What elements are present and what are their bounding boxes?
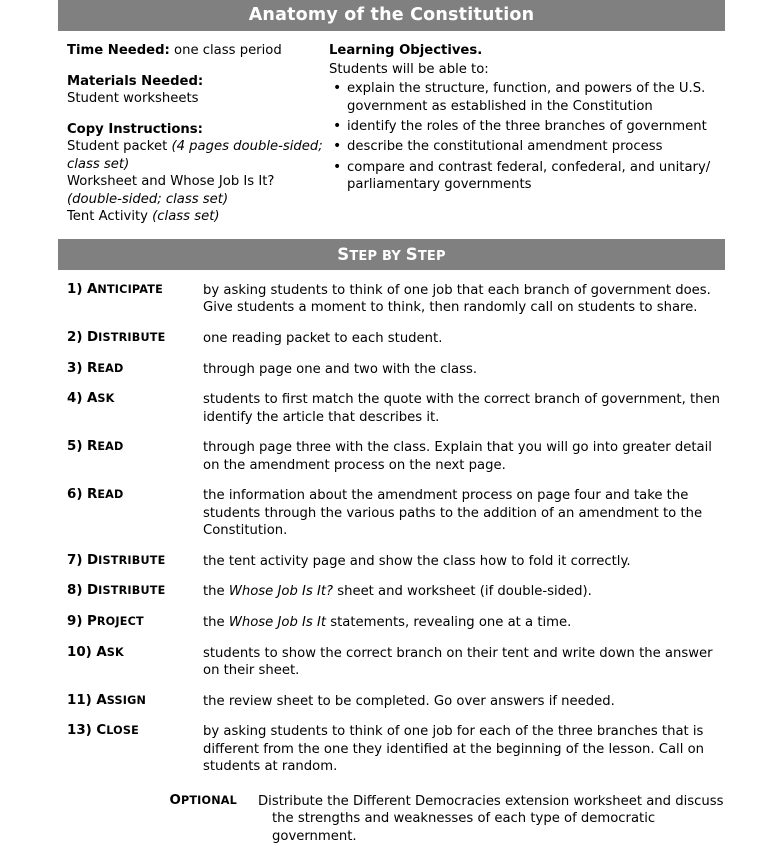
- step-word-remainder: ISTRIBUTE: [98, 584, 166, 598]
- step-number: 6): [67, 487, 83, 503]
- step-word-initial: R: [87, 360, 98, 376]
- step-row: [58, 614, 725, 632]
- step-number: 5): [67, 439, 83, 455]
- step-word-initial: A: [96, 644, 107, 660]
- step-body: one reading packet to each student.: [203, 331, 443, 347]
- step-body: students to show the correct branch on their tent and write down the answer on their sheet.: [203, 645, 713, 679]
- step-word-remainder: EAD: [97, 361, 124, 375]
- worksheet-page: [58, 0, 725, 846]
- page-title-bar: [58, 0, 725, 31]
- step-number: 1): [67, 281, 83, 297]
- copy-item-note: (4 pages double-sided; class set): [67, 139, 323, 172]
- step-number: 3): [67, 360, 83, 376]
- step-word-remainder: SSIGN: [106, 693, 147, 707]
- list-item: • describe the constitutional amendment process: [329, 138, 725, 155]
- step-row: [58, 487, 725, 540]
- step-by-step-bar: [58, 239, 725, 270]
- step-word-initial: A: [87, 281, 98, 297]
- learning-objectives-subheading: Students will be able to:: [329, 61, 489, 77]
- overview-right-column: [328, 42, 725, 239]
- step-row: [58, 645, 725, 680]
- step-word-remainder: ISTRIBUTE: [98, 331, 166, 345]
- copy-item-text: Student packet: [67, 139, 172, 155]
- step-body: through page one and two with the class.: [203, 361, 478, 377]
- copy-item-text: Tent Activity: [67, 209, 153, 225]
- copy-instruction-item: [67, 138, 328, 173]
- step-body: the review sheet to be completed. Go over answers if needed.: [203, 693, 615, 709]
- step-row: [58, 282, 725, 317]
- step-body-post: sheet and worksheet (if double-sided).: [333, 584, 592, 600]
- step-body-pre: the: [203, 615, 229, 631]
- step-row: [58, 439, 725, 474]
- optional-body-line1: Distribute the Different Democracies extension worksheet and discuss: [258, 793, 724, 809]
- copy-item-note: (double-sided; class set): [67, 191, 229, 207]
- list-item: • compare and contrast federal, confederal, and unitary/ parliamentary governments: [329, 159, 725, 194]
- overview-left-column: [58, 42, 328, 239]
- materials-needed-label: Materials Needed:: [67, 73, 204, 89]
- step-number: 13): [67, 723, 92, 739]
- step-label: [58, 553, 203, 571]
- copy-item-text: Worksheet and Whose Job Is It?: [67, 174, 275, 190]
- step-number: 4): [67, 391, 83, 407]
- step-word-initial: R: [87, 487, 98, 503]
- copy-instruction-item: [67, 173, 328, 208]
- step-label: [58, 361, 203, 379]
- step-body: by asking students to think of one job that each branch of government does. Give students a moment to think, then randomly call on students to share.: [203, 282, 711, 316]
- step-number: 7): [67, 552, 83, 568]
- step-number: 8): [67, 583, 83, 599]
- optional-body-line2: the strengths and weaknesses of each type of democratic government.: [272, 811, 656, 844]
- steps-list: [58, 282, 725, 846]
- step-body-post: statements, revealing one at a time.: [326, 615, 572, 631]
- step-label: [58, 282, 203, 317]
- step-row: [58, 553, 725, 571]
- step-by-step-tep1: TEP: [349, 248, 378, 264]
- step-row: [58, 330, 725, 348]
- step-body: the tent activity page and show the class how to fold it correctly.: [203, 553, 631, 569]
- step-number: 10): [67, 644, 92, 660]
- step-label: [58, 693, 203, 711]
- overview-section: [58, 42, 725, 239]
- optional-word-remainder: PTIONAL: [180, 793, 237, 807]
- step-word-initial: C: [96, 723, 107, 739]
- learning-objectives-heading: Learning Objectives.: [329, 43, 483, 58]
- step-number: 2): [67, 330, 83, 346]
- step-row: [58, 361, 725, 379]
- step-row: [58, 391, 725, 426]
- copy-instruction-item: [67, 208, 328, 226]
- step-word-initial: A: [87, 391, 98, 407]
- step-word-remainder: NTICIPATE: [97, 282, 163, 296]
- step-word-remainder: SK: [97, 392, 115, 406]
- step-by-step-by-word: BY: [381, 248, 401, 264]
- step-label: [58, 330, 203, 348]
- step-word-initial: R: [87, 439, 98, 455]
- step-body: [203, 614, 725, 632]
- materials-needed-value: Student worksheets: [67, 91, 199, 107]
- step-number: 9): [67, 614, 83, 630]
- step-by-step-s1: S: [337, 244, 350, 264]
- step-label: [58, 439, 203, 474]
- step-row: [58, 723, 725, 776]
- step-label: [58, 723, 203, 776]
- step-word-remainder: ROJECT: [96, 615, 144, 629]
- step-word-initial: P: [87, 614, 97, 630]
- step-word-initial: A: [96, 692, 107, 708]
- step-word-remainder: LOSE: [106, 724, 139, 738]
- step-label: [58, 645, 203, 680]
- step-body-pre: the: [203, 584, 229, 600]
- learning-objectives-list: [329, 80, 725, 194]
- page-title: Anatomy of the Constitution: [248, 5, 535, 25]
- step-word-initial: D: [87, 552, 99, 568]
- step-row: [58, 693, 725, 711]
- step-label: [58, 391, 203, 426]
- step-body-italic: Whose Job Is It: [228, 615, 327, 631]
- step-by-step-s2: S: [405, 244, 418, 264]
- step-word-initial: D: [87, 330, 99, 346]
- step-word-remainder: EAD: [97, 488, 124, 502]
- time-needed-value: one class period: [174, 43, 282, 58]
- materials-needed-block: [67, 73, 328, 108]
- step-label: [58, 487, 203, 540]
- step-body: by asking students to think of one job for each of the three branches that is different from the one they identified at the beginning of the lesson. Call on students at random.: [203, 724, 705, 775]
- list-item: • explain the structure, function, and powers of the U.S. government as established in the Constitution: [329, 80, 725, 115]
- step-word-remainder: EAD: [97, 440, 124, 454]
- optional-word-initial: O: [169, 792, 181, 808]
- step-label: [58, 583, 203, 601]
- step-word-remainder: ISTRIBUTE: [98, 553, 166, 567]
- step-word-initial: D: [87, 583, 99, 599]
- time-needed-label: Time Needed:: [67, 43, 170, 58]
- step-body: [203, 583, 725, 601]
- step-body: through page three with the class. Explain that you will go into greater detail on the amendment process on the next page.: [203, 440, 712, 473]
- time-needed-line: [67, 42, 328, 60]
- copy-instructions-block: [67, 121, 328, 226]
- step-row: [58, 583, 725, 601]
- step-label: [58, 614, 203, 632]
- step-number: 11): [67, 692, 92, 708]
- step-word-remainder: SK: [106, 645, 124, 659]
- step-by-step-tep2: TEP: [417, 248, 446, 264]
- step-body: the information about the amendment process on page four and take the students through the various paths to the addition of an amendment to the Constitution.: [203, 488, 703, 539]
- copy-instructions-label: Copy Instructions:: [67, 121, 203, 137]
- time-needed-block: [67, 42, 328, 60]
- step-body-italic: Whose Job Is It?: [228, 584, 334, 600]
- step-body: students to first match the quote with the correct branch of government, then identify the article that describes it.: [203, 392, 720, 425]
- list-item: • identify the roles of the three branches of government: [329, 118, 725, 135]
- copy-item-note: (class set): [152, 209, 220, 225]
